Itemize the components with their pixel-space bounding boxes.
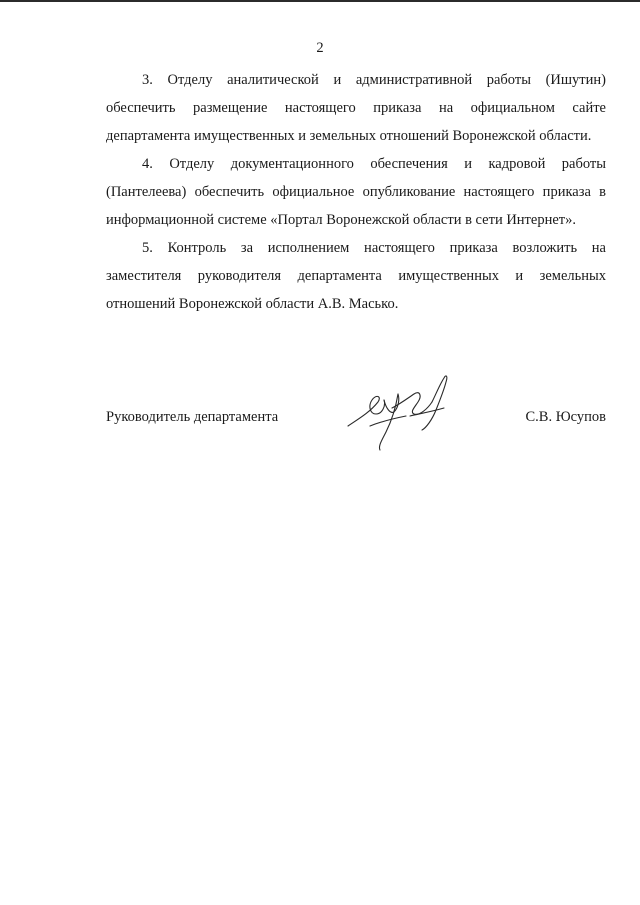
- signer-title: Руководитель департамента: [106, 409, 279, 425]
- paragraph-item-3: 3. Отделу аналитической и административной работы (Ишутин) обеспечить размещение настоящего приказа на официальном сайте департамента имущественных и земельных отношений Воронежской области.: [106, 72, 606, 144]
- signature-block: [106, 402, 606, 432]
- paragraph-item-5: 5. Контроль за исполнением настоящего приказа возложить на заместителя руководителя департамента имущественных и земельных отношений Воронежской области А.В. Масько.: [106, 240, 606, 312]
- page-top-edge: [0, 0, 640, 2]
- paragraph-item-4: 4. Отделу документационного обеспечения и кадровой работы (Пантелеева) обеспечить официальное опубликование настоящего приказа в информационной системе «Портал Воронежской области в сети Интернет».: [106, 156, 606, 228]
- page-number: 2: [316, 40, 324, 56]
- signer-name: С.В. Юсупов: [525, 409, 606, 425]
- document-body: [106, 66, 606, 318]
